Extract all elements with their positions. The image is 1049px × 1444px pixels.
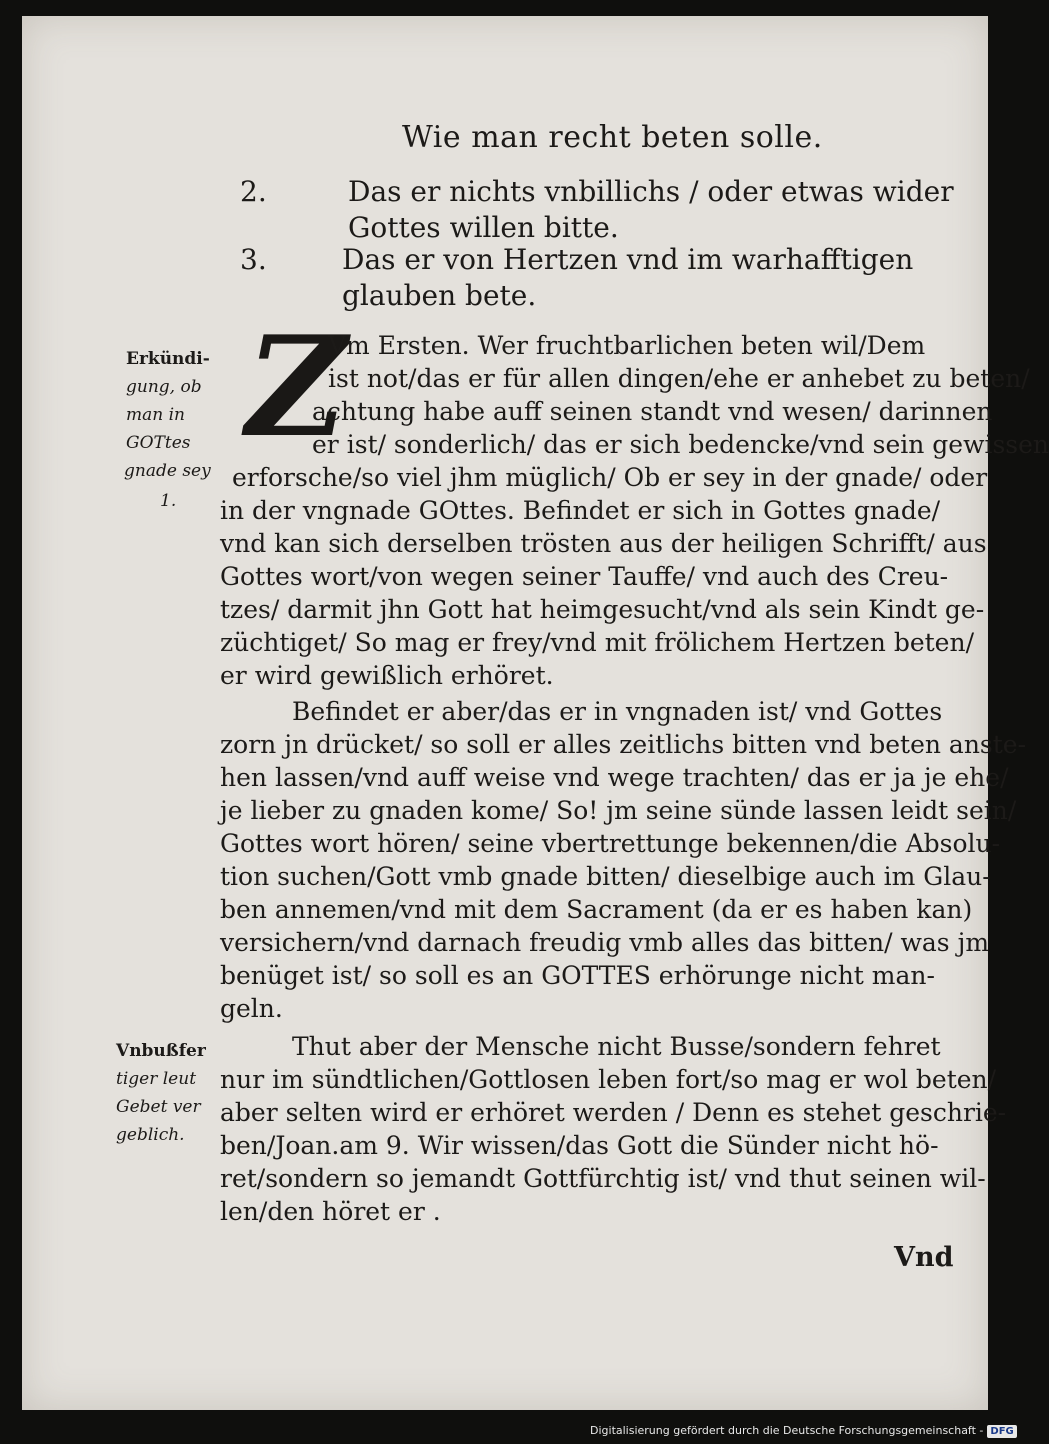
text-line: versichern/vnd darnach freudig vmb alles das bitten/ was jm xyxy=(220,928,990,957)
text-line: ben annemen/vnd mit dem Sacrament (da er es haben kan) xyxy=(220,895,973,924)
text-line: ret/sondern so jemandt Gottfürchtig ist/ vnd thut seinen wil- xyxy=(220,1164,986,1193)
text-line: hen lassen/vnd auff weise vnd wege trachten/ das er ja je ehe/ xyxy=(220,763,1009,792)
margin-note-line: Vnbußfer xyxy=(116,1041,206,1061)
text-line: Gottes wort/von wegen seiner Tauffe/ vnd auch des Creu- xyxy=(220,562,949,591)
book-page xyxy=(22,16,1049,1410)
text-line: benüget ist/ so soll es an GOTTES erhörunge nicht man- xyxy=(220,961,935,990)
margin-note-line: gung, ob xyxy=(126,377,202,397)
margin-note-line: geblich. xyxy=(116,1125,185,1145)
text-line: Thut aber der Mensche nicht Busse/sondern fehret xyxy=(292,1032,941,1061)
digitization-footer xyxy=(590,1424,1017,1438)
text-line: ben/Joan.am 9. Wir wissen/das Gott die Sünder nicht hö- xyxy=(220,1131,939,1160)
text-line: erforsche/so viel jhm müglich/ Ob er sey in der gnade/ oder xyxy=(232,463,988,492)
margin-note-line: 1. xyxy=(160,491,177,511)
margin-note-line: gnade sey xyxy=(124,461,211,481)
item-line: Das er von Hertzen vnd im warhafftigen xyxy=(342,243,914,276)
text-line: zorn jn drücket/ so soll er alles zeitlichs bitten vnd beten anste- xyxy=(220,730,1027,759)
margin-note-line: tiger leut xyxy=(116,1069,197,1089)
footer-text: Digitalisierung gefördert durch die Deutsche Forschungsgemeinschaft - xyxy=(590,1424,984,1437)
text-line: er wird gewißlich erhöret. xyxy=(220,661,554,690)
text-line: züchtiget/ So mag er frey/vnd mit frölichem Hertzen beten/ xyxy=(220,628,974,657)
text-line: er ist/ sonderlich/ das er sich bedencke/vnd sein gewissen xyxy=(312,430,1049,459)
dfg-logo-icon: DFG xyxy=(987,1425,1016,1438)
item-line: Das er nichts vnbillichs / oder etwas wider xyxy=(348,175,954,208)
text-line: Befindet er aber/das er in vngnaden ist/ vnd Gottes xyxy=(292,697,943,726)
margin-note-line: GOTtes xyxy=(126,433,191,453)
item-number: 2. xyxy=(240,175,267,208)
text-line: geln. xyxy=(220,994,283,1023)
text-line: aber selten wird er erhöret werden / Denn es stehet geschrie- xyxy=(220,1098,1007,1127)
item-line: glauben bete. xyxy=(342,279,537,312)
catchword: Vnd xyxy=(894,1242,954,1273)
text-line: ist not/das er für allen dingen/ehe er anhebet zu beten/ xyxy=(328,364,1030,393)
item-number: 3. xyxy=(240,243,267,276)
running-title: Wie man recht beten solle. xyxy=(402,120,823,155)
text-line: Gottes wort hören/ seine vbertrettunge bekennen/die Absolu- xyxy=(220,829,1001,858)
list-item-3 xyxy=(240,240,980,320)
margin-note-line: Gebet ver xyxy=(116,1097,201,1117)
text-line: nur im sündtlichen/Gottlosen leben fort/so mag er wol beten/ xyxy=(220,1065,997,1094)
text-line: tion suchen/Gott vmb gnade bitten/ dieselbige auch im Glau- xyxy=(220,862,991,891)
text-line: achtung habe auff seinen standt vnd wesen/ darinnen xyxy=(312,397,993,426)
margin-note-line: Erkündi- xyxy=(126,349,210,369)
item-line: Gottes willen bitte. xyxy=(348,211,619,244)
text-line: in der vngnade GOttes. Befindet er sich in Gottes gnade/ xyxy=(220,496,941,525)
text-line: tzes/ darmit jhn Gott hat heimgesucht/vnd als sein Kindt ge- xyxy=(220,595,985,624)
text-line: len/den höret er . xyxy=(220,1197,441,1226)
text-line: je lieber zu gnaden kome/ So! jm seine sünde lassen leidt sein/ xyxy=(220,796,1017,825)
text-line: vnd kan sich derselben trösten aus der heiligen Schrifft/ aus xyxy=(220,529,987,558)
text-line: Vm Ersten. Wer fruchtbarlichen beten wil/Dem xyxy=(328,331,926,360)
margin-note-line: man in xyxy=(126,405,185,425)
drop-cap: Z xyxy=(246,305,347,468)
